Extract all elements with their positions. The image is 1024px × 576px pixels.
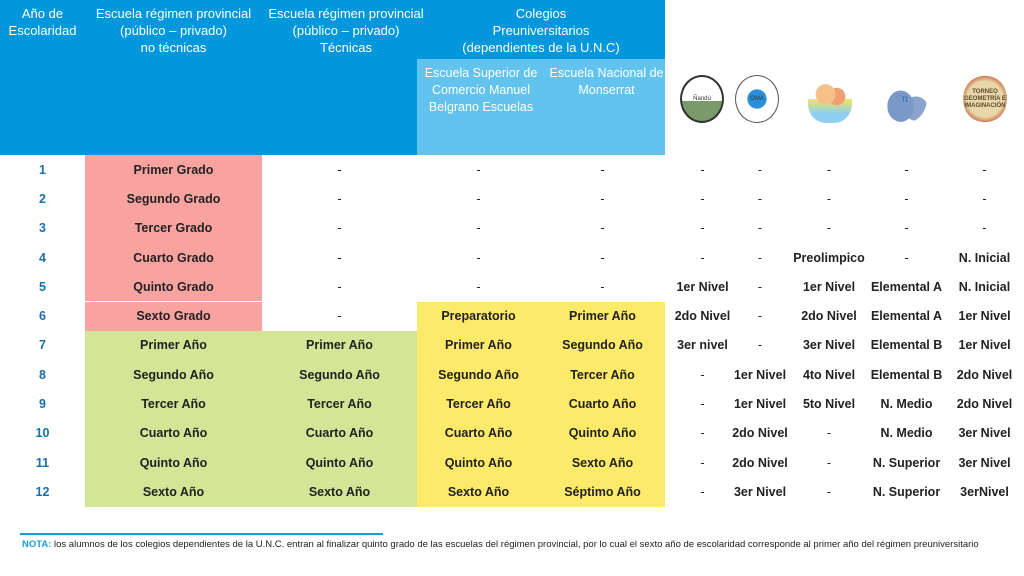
year-cell: 5 [39,279,46,294]
table-cell: - [700,250,705,265]
year-cell: 2 [39,191,46,206]
table-cell: N. Inicial [958,279,1011,294]
table-cell: Tercer Grado [85,214,262,243]
table-cell: Segundo Año [540,331,665,360]
header-line: (público – privado) [292,23,400,38]
table-cell: - [700,367,705,382]
table-cell: - [982,221,987,236]
table-cell: Segundo Grado [85,184,262,213]
table-cell: - [337,279,342,294]
table-cell: - [757,338,763,353]
table-cell: - [826,455,832,470]
year-cell: 10 [35,426,50,441]
table-cell: Primer Año [540,302,665,331]
table-cell: - [757,279,763,294]
header-line: Preuniversitarios [492,23,590,38]
table-cell: 1er Nivel [802,279,856,294]
table-cell: 1er Nivel [676,279,729,294]
table-cell: - [700,455,705,470]
table-cell: - [600,250,605,265]
children-logo [808,75,852,123]
table-cell: 3erNivel [960,484,1009,499]
year-cell: 3 [39,221,46,236]
table-cell: Quinto Año [417,448,540,477]
table-row [0,302,1024,331]
header-monserrat: Escuela Nacional de Monserrat [549,66,664,97]
header-line: (público – privado) [120,23,227,38]
table-cell: 1er Nivel [733,367,787,382]
table-row [0,155,1024,184]
table-cell: - [600,221,605,236]
table-cell: - [337,250,342,265]
table-cell: Elemental A [870,309,943,324]
table-cell: - [337,191,342,206]
table-cell: - [337,309,342,324]
header-preuniversity [417,5,665,56]
table-cell: - [476,221,481,236]
table-cell: Quinto Año [540,419,665,448]
table-cell: - [757,221,763,236]
note-divider [20,533,383,535]
table-cell: - [700,426,705,441]
table-cell: 2do Nivel [801,309,857,324]
table-cell: 2do Nivel [732,426,788,441]
table-cell: - [826,162,832,177]
table-cell: 2do Nivel [732,455,788,470]
pi-birds-logo: π [883,75,927,123]
table-cell: Segundo Año [262,360,417,389]
header-line: no técnicas [140,40,207,55]
table-cell: Tercer Año [540,360,665,389]
table-cell: N. Medio [880,397,933,412]
table-cell: N. Superior [872,484,941,499]
table-cell: - [904,191,909,206]
table-cell: Sexto Año [540,448,665,477]
header-line: Escuela régimen provincial [95,6,252,21]
nandu-olympiad-logo: Ñandú [680,75,724,123]
table-row [0,184,1024,213]
table-cell: Quinto Grado [85,272,262,301]
table-cell: - [700,191,705,206]
table-cell: - [700,221,705,236]
year-cell: 8 [39,367,46,382]
year-cell: 9 [39,397,46,412]
table-cell: 3er Nivel [958,455,1011,470]
footnote [22,538,1012,552]
table-cell: - [904,250,909,265]
table-cell: N. Inicial [958,250,1011,265]
table-row [0,272,1024,301]
table-cell: 1er Nivel [958,338,1011,353]
table-cell: Tercer Año [85,389,262,418]
table-cell: Elemental A [870,279,943,294]
table-cell: N. Superior [872,455,941,470]
table-cell: - [757,162,763,177]
table-row [0,214,1024,243]
table-cell: Primer Grado [85,155,262,184]
year-cell: 4 [39,250,46,265]
table-cell: Sexto Grado [85,302,262,331]
table-cell: - [476,162,481,177]
header-belgrano: Escuela Superior de Comercio Manuel Belgrano Escuelas [424,66,538,114]
table-cell: 3er Nivel [802,338,856,353]
year-cell: 11 [35,455,50,470]
header-line: Escuela régimen provincial [268,6,424,21]
table-cell: Primer Año [417,331,540,360]
table-cell: Sexto Año [417,477,540,506]
table-cell: Cuarto Grado [85,243,262,272]
year-cell: 1 [39,162,46,177]
year-cell: 12 [35,484,50,499]
table-cell: Preolimpico [793,250,865,265]
table-cell: - [337,221,342,236]
header-line: Técnicas [319,40,373,55]
table-cell: Cuarto Año [262,419,417,448]
header-year: Año de Escolaridad [8,6,77,38]
table-cell: Primer Año [85,331,262,360]
table-cell: - [476,250,481,265]
table-cell: Cuarto Año [417,419,540,448]
table-cell: - [904,162,909,177]
table-cell: - [600,279,605,294]
table-cell: - [757,191,763,206]
table-cell: 2do Nivel [674,309,731,324]
table-row [0,448,1024,477]
table-cell: - [700,397,705,412]
header-line: Colegios [515,6,567,21]
table-cell: 5to Nivel [802,397,856,412]
table-cell: 4to Nivel [802,367,856,382]
oma-logo: OMA [735,75,779,123]
table-cell: - [904,221,909,236]
table-cell: Sexto Año [85,477,262,506]
table-cell: Cuarto Año [540,389,665,418]
table-cell: - [757,250,763,265]
table-cell: - [982,162,987,177]
table-cell: Séptimo Año [540,477,665,506]
table-cell: - [700,484,705,499]
table-row [0,243,1024,272]
table-row [0,477,1024,506]
header-line: (dependientes de la U.N.C) [462,40,620,55]
table-cell: Preparatorio [417,302,540,331]
header-provincial-non-technical [85,5,262,56]
table-cell: - [757,309,763,324]
table-cell: Quinto Año [262,448,417,477]
table-cell: 1er Nivel [958,309,1011,324]
table-cell: 3er nivel [677,338,728,353]
year-cell: 6 [39,309,46,324]
table-cell: 2do Nivel [956,397,1013,412]
table-row [0,389,1024,418]
table-cell: Tercer Año [417,389,540,418]
table-cell: - [826,221,832,236]
table-cell: Sexto Año [262,477,417,506]
table-cell: - [826,484,832,499]
table-cell: - [826,191,832,206]
table-cell: - [476,279,481,294]
table-cell: Segundo Año [85,360,262,389]
table-cell: N. Medio [880,426,933,441]
year-cell: 7 [39,338,46,353]
table-cell: Primer Año [262,331,417,360]
table-cell: - [600,162,605,177]
table-cell: 2do Nivel [956,367,1013,382]
table-cell: - [982,191,987,206]
table-cell: Elemental B [870,367,943,382]
table-cell: - [600,191,605,206]
table-cell: - [700,162,705,177]
table-cell: Tercer Año [262,389,417,418]
note-label: NOTA: [22,539,52,550]
table-cell: 3er Nivel [958,426,1011,441]
table-cell: 3er Nivel [733,484,787,499]
table-row [0,419,1024,448]
torneo-geometria-logo: TORNEO GEOMETRÍA E IMAGINACIÓN [963,75,1007,123]
table-cell: Quinto Año [85,448,262,477]
table-cell: - [476,191,481,206]
table-cell: - [337,162,342,177]
header-provincial-technical [262,5,430,56]
table-cell: 1er Nivel [733,397,787,412]
table-row [0,331,1024,360]
note-text: los alumnos de los colegios dependientes de la U.N.C. entran al finalizar quinto grado de las escuelas del régimen provincial, por lo cual el sexto año de escolaridad corresponde al primer año del régimen preuniversitario [51,539,979,550]
table-row [0,360,1024,389]
table-cell: - [826,426,832,441]
table-cell: Elemental B [870,338,943,353]
table-cell: Segundo Año [417,360,540,389]
table-cell: Cuarto Año [85,419,262,448]
